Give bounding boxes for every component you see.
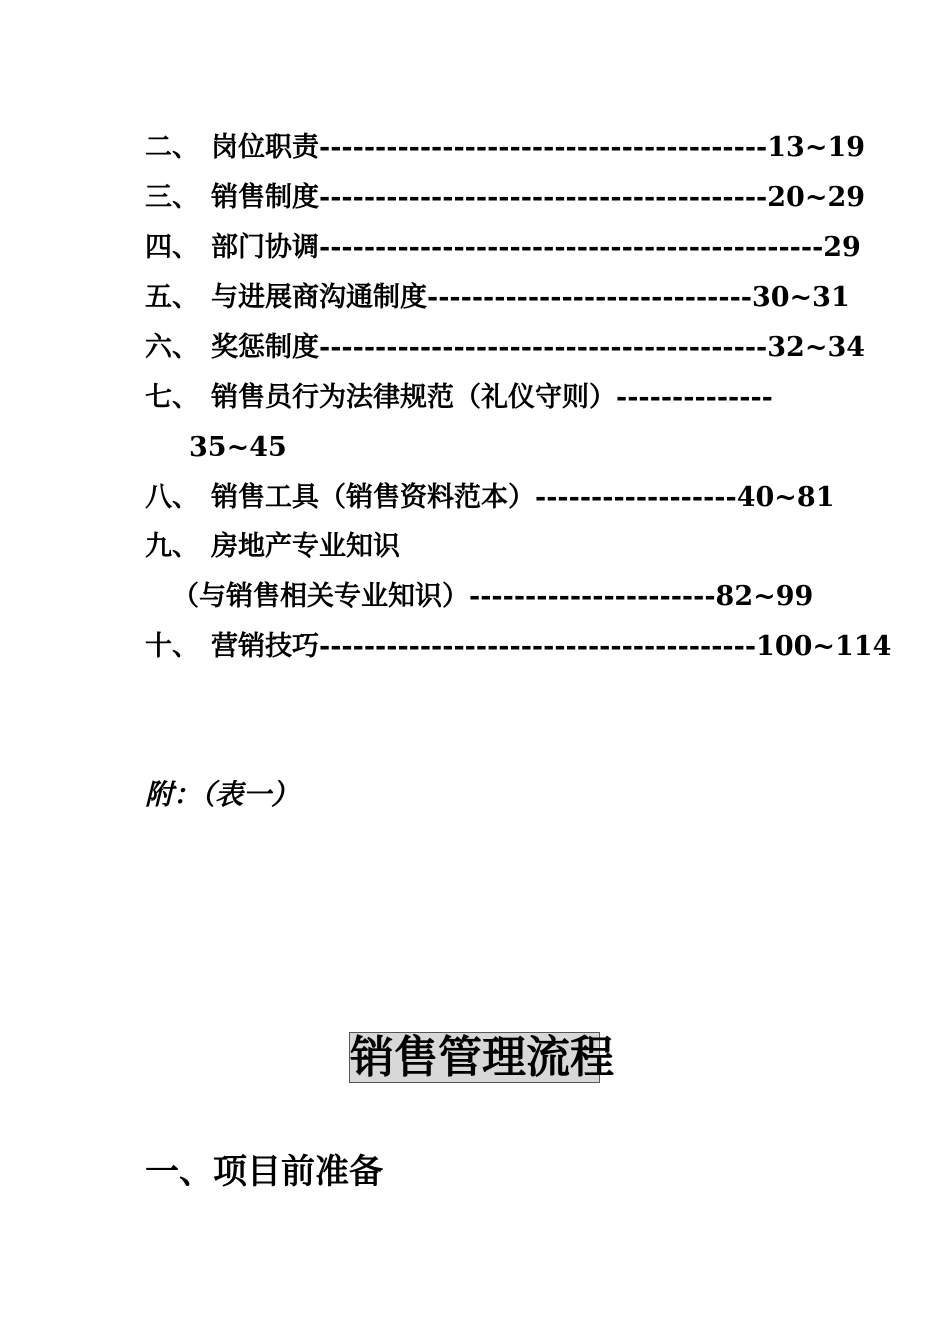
- toc-number: 九、: [145, 531, 199, 562]
- toc-item-2: [145, 131, 865, 165]
- toc-number: 四、: [145, 232, 199, 263]
- document-title: 销售管理流程: [350, 1032, 614, 1083]
- toc-item-6: [145, 331, 865, 365]
- toc-entry-text: 销售工具（销售资料范本）------------------40~81: [211, 482, 835, 513]
- toc-item-7-pages: 35~45: [189, 432, 287, 463]
- toc-entry-text: 销售员行为法律规范（礼仪守则）--------------: [211, 382, 773, 413]
- toc-entry-text: 销售制度----------------------------------------20~29: [211, 182, 866, 213]
- toc-item-7: [145, 381, 773, 415]
- toc-entry-text: 营销技巧---------------------------------------100~114: [211, 631, 892, 662]
- toc-item-4: [145, 231, 861, 265]
- toc-item-5: [145, 281, 850, 315]
- toc-item-9-continuation: （与销售相关专业知识）----------------------82~99: [172, 581, 814, 612]
- toc-item-10: [145, 630, 891, 664]
- toc-number: 十、: [145, 631, 199, 662]
- toc-item-9: [145, 530, 400, 564]
- toc-entry-text: 奖惩制度----------------------------------------32~34: [211, 332, 866, 363]
- toc-item-3: [145, 181, 865, 215]
- toc-number: 八、: [145, 482, 199, 513]
- toc-entry-text: 部门协调---------------------------------------------29: [211, 232, 861, 263]
- toc-entry-text: 岗位职责----------------------------------------13~19: [211, 132, 866, 163]
- toc-number: 五、: [145, 282, 199, 313]
- toc-number: 六、: [145, 332, 199, 363]
- toc-entry-text: 与进展商沟通制度-----------------------------30~31: [211, 282, 850, 313]
- appendix-label: 附：（表一）: [145, 778, 300, 811]
- toc-number: 七、: [145, 382, 199, 413]
- toc-number: 二、: [145, 132, 199, 163]
- toc-number: 三、: [145, 182, 199, 213]
- section-heading: 一、项目前准备: [145, 1152, 383, 1192]
- toc-item-8: [145, 481, 834, 515]
- toc-entry-text: 房地产专业知识: [211, 531, 400, 562]
